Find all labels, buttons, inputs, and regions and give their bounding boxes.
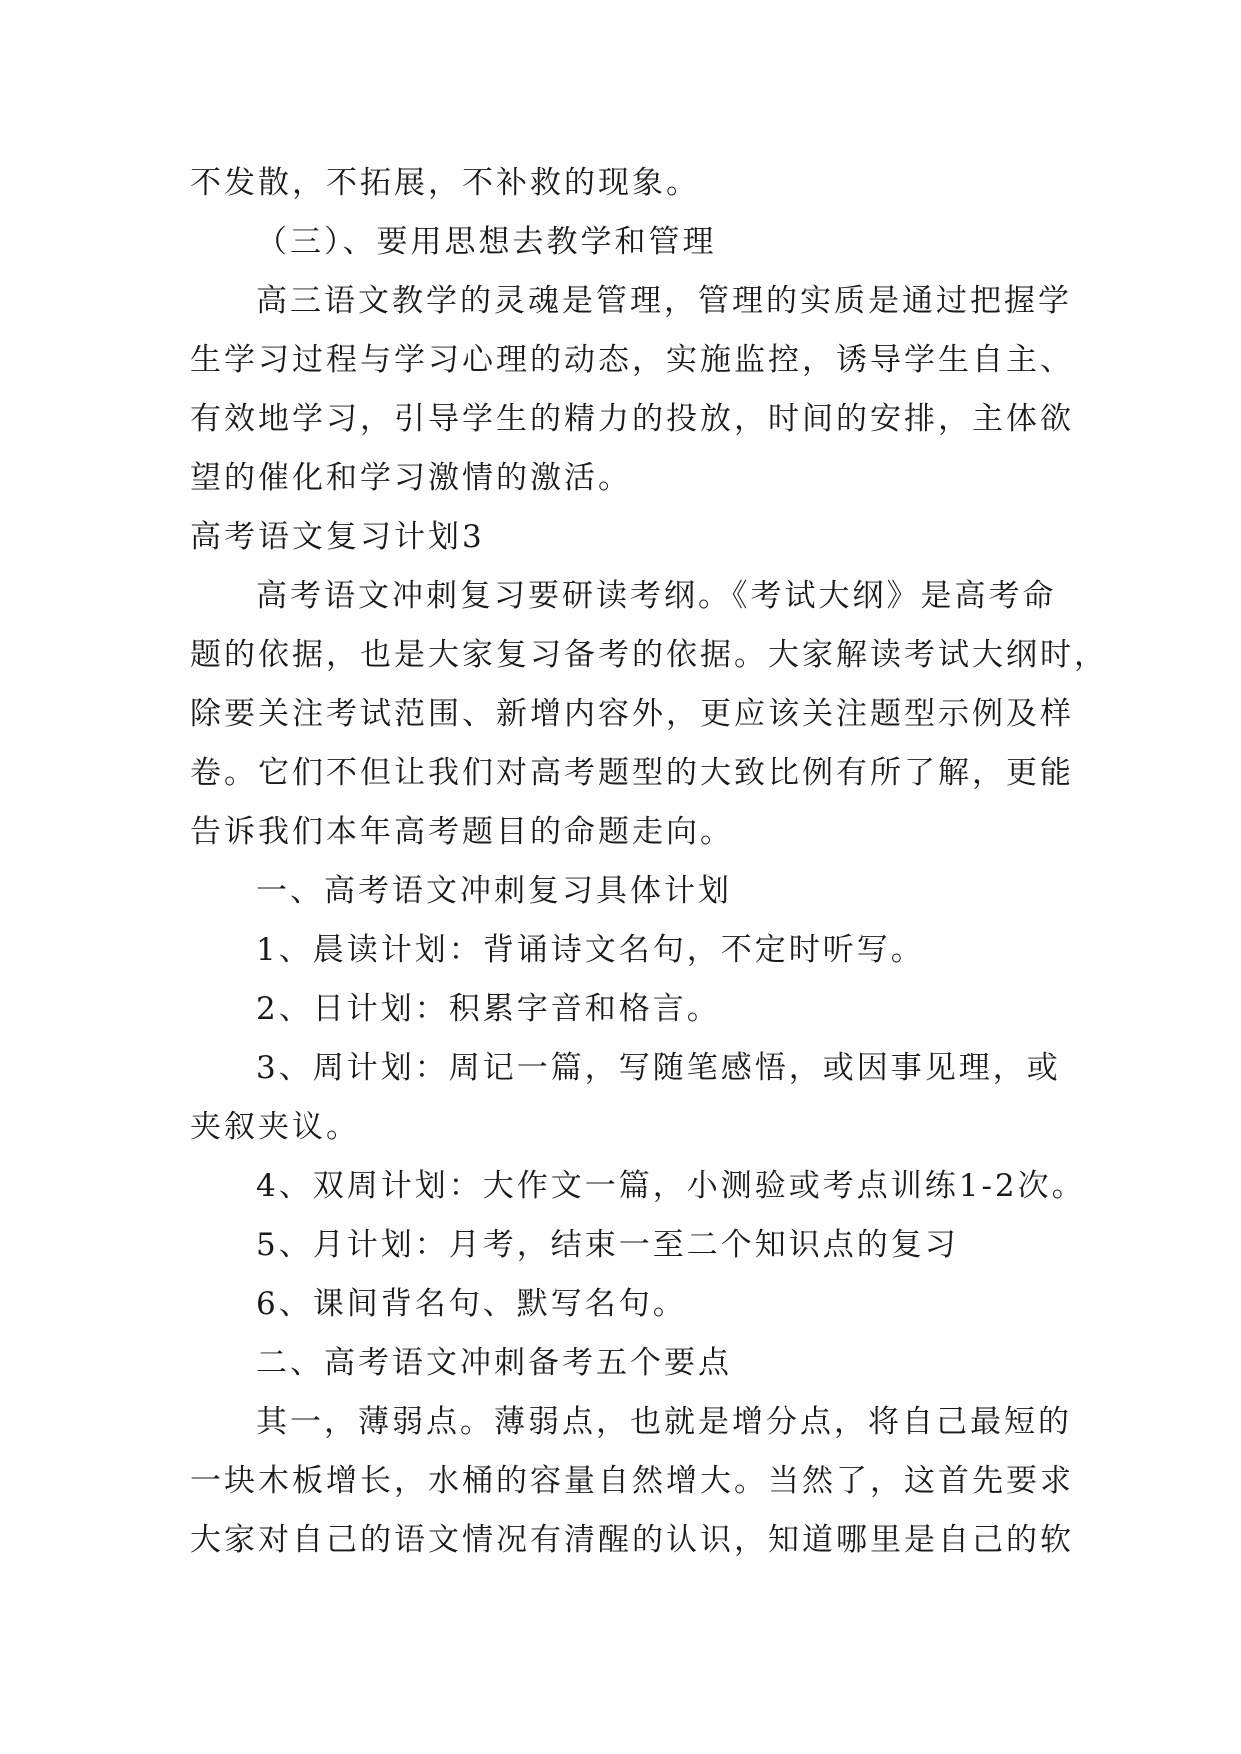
paragraph-line: 高考语文冲刺复习要研读考纲。《考试大纲》是高考命	[256, 578, 1057, 614]
list-item: 3、周计划：周记一篇，写随笔感悟，或因事见理，或	[256, 1050, 1061, 1086]
paragraph-line: 有效地学习，引导学生的精力的投放，时间的安排，主体欲	[190, 401, 1074, 437]
list-item: 5、月计划：月考，结束一至二个知识点的复习	[256, 1227, 959, 1263]
paragraph-line: 不发散，不拓展，不补救的现象。	[190, 165, 700, 201]
paragraph-line: 告诉我们本年高考题目的命题走向。	[190, 814, 734, 850]
section-heading: 一、高考语文冲刺复习具体计划	[256, 873, 732, 909]
paragraph-line: 望的催化和学习激情的激活。	[190, 460, 632, 496]
paragraph-line: 一块木板增长，水桶的容量自然增大。当然了，这首先要求	[190, 1463, 1074, 1499]
paragraph-line: 高三语文教学的灵魂是管理，管理的实质是通过把握学	[256, 283, 1072, 319]
paragraph-line: 除要关注考试范围、新增内容外，更应该关注题型示例及样	[190, 696, 1074, 732]
section-heading: （三）、要用思想去教学和管理	[256, 224, 717, 260]
paragraph-line: 题的依据，也是大家复习备考的依据。大家解读考试大纲时，	[190, 637, 1108, 673]
list-item: 2、日计划：积累字音和格言。	[256, 991, 721, 1027]
section-heading: 二、高考语文冲刺备考五个要点	[256, 1345, 732, 1381]
list-item: 4、双周计划：大作文一篇，小测验或考点训练1-2次。	[256, 1168, 1086, 1204]
paragraph-line: 大家对自己的语文情况有清醒的认识，知道哪里是自己的软	[190, 1522, 1074, 1558]
list-item: 6、课间背名句、默写名句。	[256, 1286, 687, 1322]
paragraph-line: 其一，薄弱点。薄弱点，也就是增分点，将自己最短的	[256, 1404, 1072, 1440]
document-body	[190, 154, 1108, 1570]
paragraph-line: 生学习过程与学习心理的动态，实施监控，诱导学生自主、	[190, 342, 1074, 378]
list-item-continuation: 夹叙夹议。	[190, 1109, 360, 1145]
document-title: 高考语文复习计划3	[190, 519, 485, 555]
list-item: 1、晨读计划：背诵诗文名句，不定时听写。	[256, 932, 925, 968]
paragraph-line: 卷。它们不但让我们对高考题型的大致比例有所了解，更能	[190, 755, 1074, 791]
